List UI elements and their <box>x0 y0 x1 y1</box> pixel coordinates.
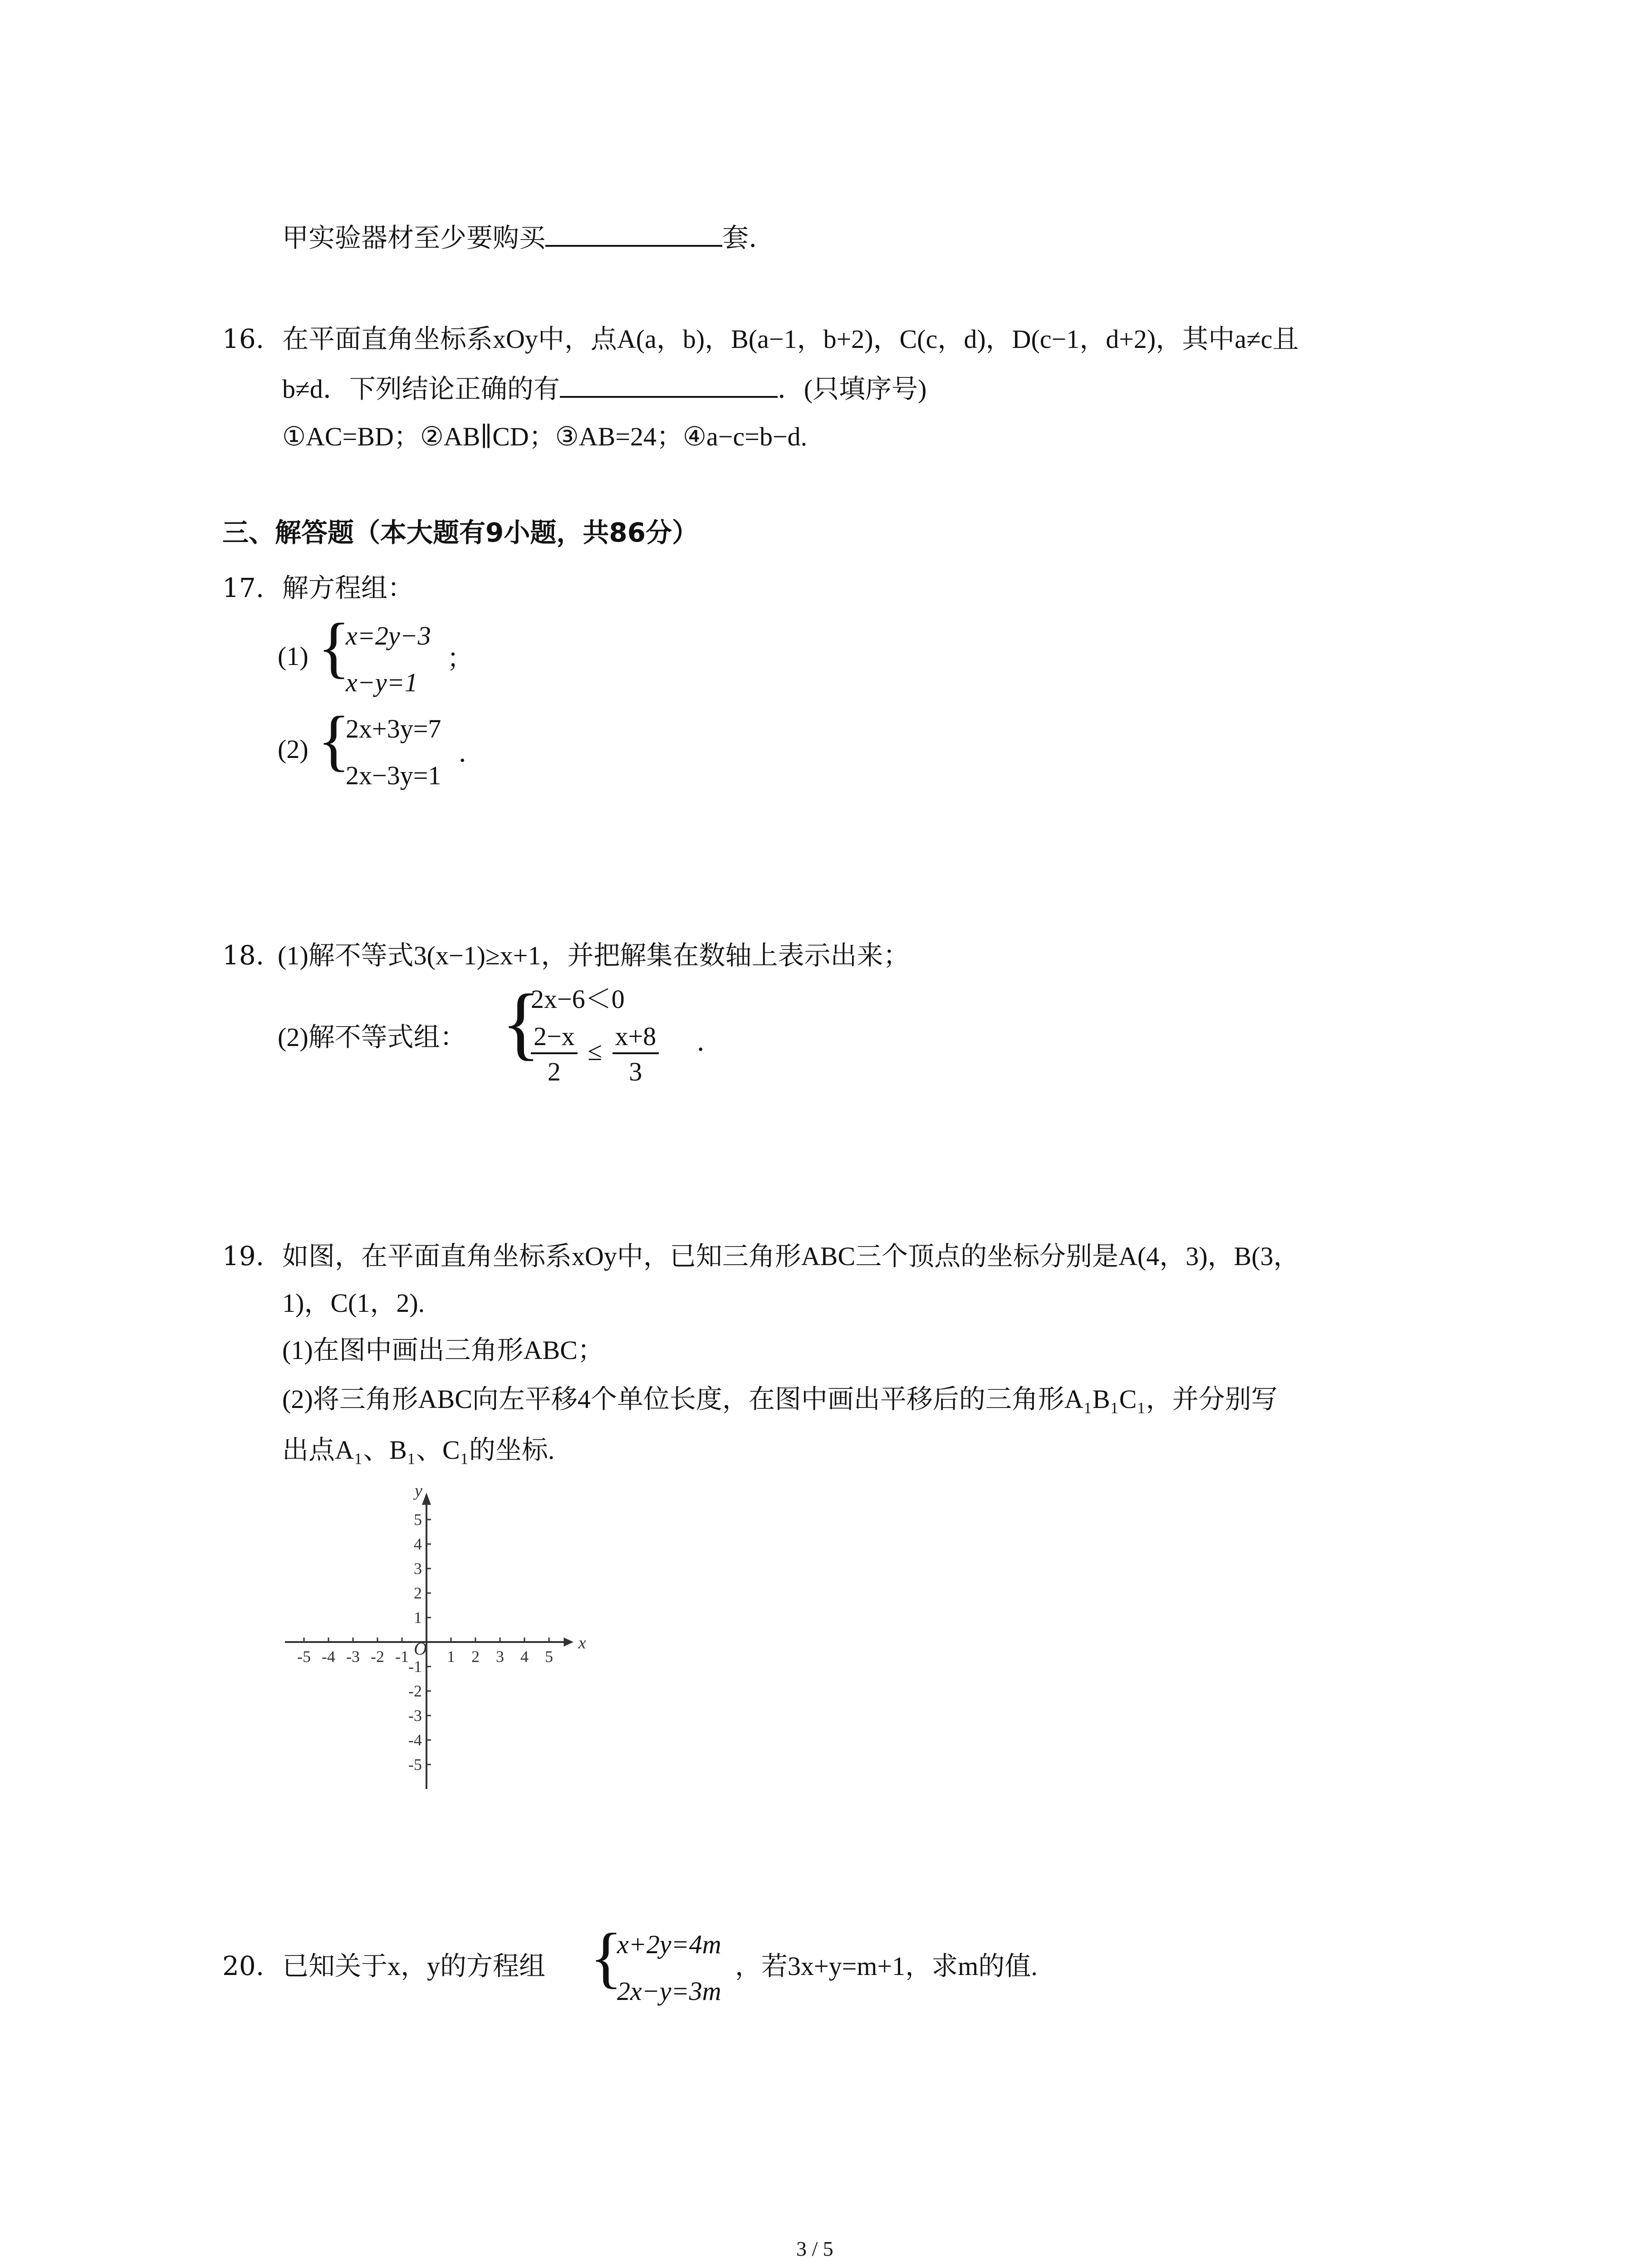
q19-line1: 如图，在平面直角坐标系xOy中，已知三角形ABC三个顶点的坐标分别是A(4，3)，B(3， <box>282 1242 1300 1271</box>
q17-number: 17. <box>222 572 265 603</box>
y-tick-label: 2 <box>414 1584 422 1602</box>
x-tick-label: 5 <box>545 1647 553 1666</box>
q19-line4: (2)将三角形ABC向左平移4个单位长度，在图中画出平移后的三角形A₁B₁C₁，并分别写 <box>282 1384 1278 1414</box>
q18-frac2-num: x+8 <box>612 1021 659 1054</box>
q19-number: 19. <box>222 1241 265 1271</box>
q18-part2-label: (2)解不等式组： <box>278 1022 466 1052</box>
q19-line2: 1)，C(1，2). <box>282 1288 425 1318</box>
q20-eq2: 2x−y=3m <box>617 1976 721 2006</box>
q18-number: 18. <box>222 940 265 971</box>
q17-part2-label: (2) <box>278 734 309 764</box>
y-tick-label: -1 <box>408 1657 422 1676</box>
y-tick-label: -3 <box>408 1706 422 1725</box>
q16-line1: 在平面直角坐标系xOy中，点A(a，b)，B(a−1，b+2)，C(c，d)，D(c−1，d+2)，其中a≠c且 <box>282 324 1299 354</box>
q20-number: 20. <box>222 1950 265 1981</box>
q17-part2-brace: { <box>318 703 350 778</box>
q16-options: ①AC=BD；②AB∥CD；③AB=24；④a−c=b−d. <box>282 422 808 451</box>
y-tick-label: -2 <box>408 1682 422 1700</box>
q17-part1-eq1: x=2y−3 <box>346 621 431 650</box>
q19-line5: 出点A₁、B₁、C₁的坐标. <box>282 1435 555 1465</box>
q16-line2 <box>282 373 926 405</box>
y-tick-label: -4 <box>408 1731 422 1749</box>
y-axis-arrow <box>422 1493 431 1505</box>
q19-line3: (1)在图中画出三角形ABC； <box>282 1335 604 1365</box>
q18-line1: (1)解不等式3(x−1)≥x+1，并把解集在数轴上表示出来； <box>278 941 910 970</box>
q18-frac1 <box>531 1021 578 1087</box>
q17-part1-brace: { <box>318 610 350 685</box>
q17-part1-eq2: x−y=1 <box>346 668 418 697</box>
section3-title: 三、解答题（本大题有9小题，共86分） <box>222 517 699 548</box>
q16-answer-blank[interactable] <box>560 373 778 398</box>
coordinate-axes <box>272 1474 617 1801</box>
q18-frac2 <box>612 1021 659 1087</box>
q20-text-before: 已知关于x，y的方程组 <box>282 1951 546 1981</box>
q16-line2-before: b≠d．下列结论正确的有 <box>282 374 560 404</box>
y-tick-label: 5 <box>414 1510 422 1529</box>
x-tick-label: -5 <box>297 1647 311 1666</box>
q18-end: . <box>696 1026 705 1057</box>
x-tick-label: -3 <box>346 1647 360 1666</box>
y-tick-label: -5 <box>408 1755 422 1774</box>
x-axis-label: x <box>578 1633 586 1652</box>
x-tick-label: 4 <box>520 1647 529 1666</box>
q15-tail <box>282 222 757 254</box>
q18-frac1-den: 2 <box>547 1056 561 1086</box>
q20-text-after: ，若3x+y=m+1，求m的值. <box>735 1951 1038 1981</box>
y-axis-label: y <box>415 1481 422 1501</box>
x-tick-label: -1 <box>395 1647 409 1666</box>
y-tick-label: 1 <box>414 1608 422 1627</box>
q18-ineq2 <box>531 1021 659 1087</box>
q16-line2-after: ．(只填序号) <box>777 374 927 404</box>
q17-part2-end: . <box>458 737 467 768</box>
q18-rel: ≤ <box>588 1036 603 1066</box>
q18-part2-brace: { <box>501 978 541 1068</box>
q18-frac1-num: 2−x <box>531 1021 578 1054</box>
q17-part2-eq2: 2x−3y=1 <box>346 761 441 790</box>
q17-part1-label: (1) <box>278 641 309 671</box>
x-tick-label: -2 <box>371 1647 384 1666</box>
page-number: 3 / 5 <box>796 2237 833 2260</box>
x-tick-label: 3 <box>496 1647 504 1666</box>
q16-number: 16. <box>222 323 265 354</box>
x-axis-arrow <box>563 1637 573 1647</box>
q17-prompt: 解方程组： <box>282 572 414 603</box>
q18-frac2-den: 3 <box>629 1056 642 1086</box>
q15-text-after: 套. <box>722 222 757 253</box>
x-tick-label: -4 <box>322 1647 335 1666</box>
q20-brace: { <box>590 1920 622 1995</box>
q15-answer-blank[interactable] <box>545 222 722 247</box>
x-tick-label: 2 <box>471 1647 480 1666</box>
x-tick-label: 1 <box>447 1647 455 1666</box>
q20-eq1: x+2y=4m <box>617 1930 721 1959</box>
q17-part1-end: ； <box>447 643 474 674</box>
origin-label: O <box>414 1638 427 1659</box>
y-tick-label: 4 <box>414 1535 422 1553</box>
q15-text-before: 甲实验器材至少要购买 <box>282 222 546 253</box>
y-tick-label: 3 <box>414 1559 422 1578</box>
q17-part2-eq1: 2x+3y=7 <box>346 714 441 743</box>
q18-ineq1: 2x−6＜0 <box>531 984 625 1014</box>
